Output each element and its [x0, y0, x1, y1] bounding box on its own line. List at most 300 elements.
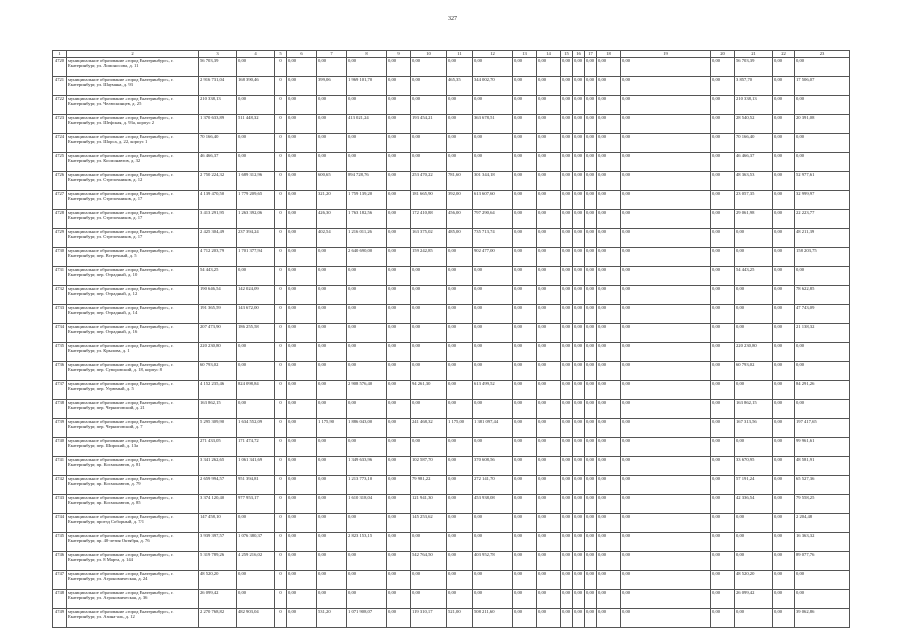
address-cell: муниципальное образование «город Екатеринбург», г. Екатеринбург, ул. Шорса, д. 22, корпус 1 — [67, 134, 199, 153]
value-cell: 65 527,36 — [795, 476, 850, 495]
value-cell: 29 061,98 — [735, 210, 773, 229]
value-cell: 0,00 — [537, 210, 561, 229]
value-cell: 453 938,08 — [473, 495, 513, 514]
value-cell: 0,00 — [513, 58, 537, 77]
row-number: 4727 — [53, 191, 67, 210]
value-cell: 0,00 — [387, 495, 411, 514]
value-cell: 0,00 — [347, 362, 387, 381]
value-cell: 0,00 — [447, 438, 473, 457]
value-cell: 0,00 — [287, 77, 317, 96]
value-cell: 0,00 — [287, 153, 317, 172]
value-cell: 0,00 — [287, 115, 317, 134]
address-cell: муниципальное образование «город Екатеринбург», г. Екатеринбург, ул. 8 Марта, д. 144 — [67, 552, 199, 571]
table-row — [53, 381, 850, 400]
value-cell: 0,00 — [387, 153, 411, 172]
value-cell: 0,00 — [573, 400, 585, 419]
value-cell: 0,00 — [795, 153, 850, 172]
value-cell: 42 336,54 — [735, 495, 773, 514]
value-cell: 0,00 — [317, 115, 347, 134]
value-cell: 0,00 — [573, 191, 585, 210]
value-cell: 0,00 — [585, 324, 597, 343]
value-cell: 781,60 — [447, 172, 473, 191]
value-cell: 0,00 — [561, 153, 573, 172]
value-cell: 0,00 — [287, 590, 317, 609]
value-cell: 0,00 — [237, 267, 275, 286]
value-cell: 0,00 — [347, 153, 387, 172]
value-cell: 1 175,90 — [317, 419, 347, 438]
value-cell: 33 670,95 — [735, 457, 773, 476]
value-cell: 0,00 — [387, 305, 411, 324]
value-cell: 0,00 — [537, 172, 561, 191]
value-cell: 0,00 — [711, 210, 735, 229]
value-cell: 0,00 — [597, 96, 621, 115]
value-cell: 0,00 — [237, 96, 275, 115]
row-number: 4749 — [53, 609, 67, 628]
row-number: 4737 — [53, 381, 67, 400]
value-cell: 0,00 — [447, 324, 473, 343]
value-cell: 0,00 — [573, 419, 585, 438]
value-cell: 482 903,04 — [237, 609, 275, 628]
value-cell: 0,00 — [773, 476, 795, 495]
value-cell: 0,00 — [585, 590, 597, 609]
value-cell: 0,00 — [411, 96, 447, 115]
value-cell: 0,00 — [711, 172, 735, 191]
address-cell: муниципальное образование «город Екатеринбург», г. Екатеринбург, ул. Шаумяна, д. 93 — [67, 77, 199, 96]
value-cell: 0,00 — [585, 191, 597, 210]
value-cell: 0,00 — [711, 115, 735, 134]
value-cell: 0,00 — [537, 590, 561, 609]
value-cell: 0 — [275, 552, 287, 571]
value-cell: 0,00 — [513, 191, 537, 210]
row-number: 4723 — [53, 115, 67, 134]
value-cell: 0,00 — [773, 77, 795, 96]
value-cell: 1 076 380,37 — [237, 533, 275, 552]
column-number: 2 — [67, 51, 199, 58]
value-cell: 70 166,40 — [735, 134, 773, 153]
value-cell: 0,00 — [347, 96, 387, 115]
value-cell: 0,00 — [317, 248, 347, 267]
value-cell: 0,00 — [711, 267, 735, 286]
value-cell: 79 981,22 — [411, 476, 447, 495]
value-cell: 0 — [275, 134, 287, 153]
column-number: 15 — [561, 51, 573, 58]
value-cell: 1 763 182,56 — [347, 210, 387, 229]
value-cell: 48 363,53 — [735, 172, 773, 191]
value-cell: 0,00 — [447, 533, 473, 552]
value-cell: 0,00 — [347, 286, 387, 305]
value-cell: 0,00 — [573, 571, 585, 590]
table-row — [53, 362, 850, 381]
value-cell: 0,00 — [387, 115, 411, 134]
value-cell: 0,00 — [561, 96, 573, 115]
value-cell: 0,00 — [735, 248, 773, 267]
column-number: 6 — [287, 51, 317, 58]
row-number: 4722 — [53, 96, 67, 115]
value-cell: 0,00 — [447, 590, 473, 609]
value-cell: 0,00 — [447, 267, 473, 286]
value-cell: 0,00 — [447, 362, 473, 381]
value-cell: 0,00 — [513, 609, 537, 628]
value-cell: 0,00 — [597, 210, 621, 229]
value-cell: 0,00 — [347, 134, 387, 153]
value-cell: 0,00 — [597, 134, 621, 153]
value-cell: 0,00 — [387, 400, 411, 419]
value-cell: 163 862,15 — [199, 400, 237, 419]
row-number: 4725 — [53, 153, 67, 172]
value-cell: 186 255,58 — [237, 324, 275, 343]
value-cell: 0,00 — [287, 286, 317, 305]
value-cell: 0,00 — [411, 438, 447, 457]
value-cell: 60 793,02 — [199, 362, 237, 381]
value-cell: 1 216 011,26 — [347, 229, 387, 248]
value-cell: 158 203,75 — [795, 248, 850, 267]
value-cell: 531,20 — [317, 609, 347, 628]
value-cell: 0,00 — [473, 324, 513, 343]
value-cell: 0,00 — [773, 533, 795, 552]
value-cell: 0,00 — [473, 58, 513, 77]
value-cell: 56 703,39 — [735, 58, 773, 77]
value-cell: 0,00 — [473, 134, 513, 153]
value-cell: 2 270 768,82 — [199, 609, 237, 628]
value-cell: 0,00 — [411, 362, 447, 381]
value-cell: 0,00 — [621, 229, 711, 248]
value-cell: 0 — [275, 533, 287, 552]
value-cell: 0,00 — [711, 77, 735, 96]
value-cell: 0,00 — [347, 305, 387, 324]
value-cell: 0,00 — [735, 229, 773, 248]
value-cell: 0,00 — [387, 229, 411, 248]
value-cell: 0,00 — [573, 134, 585, 153]
column-number: 17 — [585, 51, 597, 58]
value-cell: 0,00 — [411, 533, 447, 552]
value-cell: 47 743,09 — [795, 305, 850, 324]
value-cell: 0,00 — [621, 362, 711, 381]
value-cell: 0,00 — [597, 571, 621, 590]
value-cell: 0,00 — [561, 590, 573, 609]
value-cell: 0,00 — [473, 438, 513, 457]
value-cell: 0,00 — [387, 248, 411, 267]
value-cell: 1 061 341,69 — [237, 457, 275, 476]
value-cell: 0,00 — [561, 229, 573, 248]
value-cell: 0,00 — [347, 552, 387, 571]
address-cell: муниципальное образование «город Екатеринбург», г. Екатеринбург, ул. Стрелочников, д. 17 — [67, 191, 199, 210]
table-row — [53, 248, 850, 267]
value-cell: 70 166,40 — [199, 134, 237, 153]
address-cell: муниципальное образование «город Екатеринбург», г. Екатеринбург, пер. Суворовский, д. 18, корпус 8 — [67, 362, 199, 381]
address-cell: муниципальное образование «город Екатеринбург», г. Екатеринбург, пр. 40-летия Октября, д. 76 — [67, 533, 199, 552]
value-cell: 0,00 — [585, 514, 597, 533]
value-cell: 511 448,32 — [237, 115, 275, 134]
value-cell: 0,00 — [597, 381, 621, 400]
value-cell: 0,00 — [473, 514, 513, 533]
value-cell: 0,00 — [621, 609, 711, 628]
value-cell: 0,00 — [537, 362, 561, 381]
value-cell: 1 969 101,70 — [347, 77, 387, 96]
value-cell: 21 138,32 — [795, 324, 850, 343]
value-cell: 0,00 — [317, 476, 347, 495]
value-cell: 4 152 235,46 — [199, 381, 237, 400]
value-cell: 0,00 — [573, 96, 585, 115]
value-cell: 402,54 — [317, 229, 347, 248]
value-cell: 102 587,70 — [411, 457, 447, 476]
value-cell: 3 857,70 — [735, 77, 773, 96]
column-number: 9 — [387, 51, 411, 58]
value-cell: 0,00 — [513, 419, 537, 438]
value-cell: 0,00 — [447, 571, 473, 590]
value-cell: 210 338,13 — [199, 96, 237, 115]
value-cell: 0,00 — [795, 362, 850, 381]
column-number: 4 — [237, 51, 275, 58]
value-cell: 0,00 — [537, 58, 561, 77]
row-number: 4731 — [53, 267, 67, 286]
value-cell: 0,00 — [287, 552, 317, 571]
address-cell: муниципальное образование «город Екатеринбург», г. Екатеринбург, пер. Черниговский, д. 21 — [67, 400, 199, 419]
value-cell: 0,00 — [411, 153, 447, 172]
value-cell: 321,20 — [317, 191, 347, 210]
address-cell: муниципальное образование «город Екатеринбург», г. Екатеринбург, ул. Космонавтов, д. 32 — [67, 153, 199, 172]
value-cell: 951 394,81 — [237, 476, 275, 495]
table-row — [53, 495, 850, 514]
value-cell: 0 — [275, 115, 287, 134]
value-cell: 0,00 — [561, 609, 573, 628]
row-number: 4728 — [53, 210, 67, 229]
value-cell: 0,00 — [387, 210, 411, 229]
value-cell: 0,00 — [711, 229, 735, 248]
value-cell: 0,00 — [447, 134, 473, 153]
value-cell: 0,00 — [513, 153, 537, 172]
value-cell: 0,00 — [585, 305, 597, 324]
value-cell: 0,00 — [387, 419, 411, 438]
value-cell: 0,00 — [317, 552, 347, 571]
column-number: 20 — [711, 51, 735, 58]
value-cell: 0,00 — [317, 514, 347, 533]
value-cell: 0,00 — [513, 115, 537, 134]
value-cell: 48 520,20 — [735, 571, 773, 590]
value-cell: 0,00 — [387, 96, 411, 115]
value-cell: 0,00 — [621, 248, 711, 267]
value-cell: 0,00 — [561, 77, 573, 96]
value-cell: 0,00 — [735, 305, 773, 324]
value-cell: 0,00 — [513, 590, 537, 609]
value-cell: 0,00 — [573, 305, 585, 324]
value-cell: 0,00 — [537, 533, 561, 552]
value-cell: 0,00 — [585, 571, 597, 590]
value-cell: 0,00 — [711, 609, 735, 628]
value-cell: 0,00 — [573, 286, 585, 305]
value-cell: 0,00 — [537, 286, 561, 305]
column-number: 18 — [597, 51, 621, 58]
value-cell: 0,00 — [513, 495, 537, 514]
value-cell: 797 290,64 — [473, 210, 513, 229]
value-cell: 0,00 — [387, 343, 411, 362]
value-cell: 0,00 — [447, 286, 473, 305]
value-cell: 0,00 — [621, 58, 711, 77]
value-cell: 1 263 392,06 — [237, 210, 275, 229]
value-cell: 0,00 — [561, 552, 573, 571]
value-cell: 0,00 — [621, 153, 711, 172]
value-cell: 78 622,85 — [795, 286, 850, 305]
value-cell: 0,00 — [573, 229, 585, 248]
value-cell: 0,00 — [711, 134, 735, 153]
value-cell: 0,00 — [473, 400, 513, 419]
row-number: 4745 — [53, 533, 67, 552]
value-cell: 0,00 — [597, 362, 621, 381]
value-cell: 0,00 — [387, 362, 411, 381]
value-cell: 193 454,21 — [411, 115, 447, 134]
value-cell: 456,00 — [447, 210, 473, 229]
table-row — [53, 267, 850, 286]
value-cell: 0,00 — [773, 343, 795, 362]
value-cell: 89 077,76 — [795, 552, 850, 571]
address-cell: муниципальное образование «город Екатеринбург», г. Екатеринбург, пер. Черниговский, д. 7 — [67, 419, 199, 438]
value-cell: 0,00 — [561, 58, 573, 77]
value-cell: 0,00 — [447, 381, 473, 400]
value-cell: 4 139 470,50 — [199, 191, 237, 210]
value-cell: 0,00 — [411, 77, 447, 96]
value-cell: 0,00 — [287, 476, 317, 495]
value-cell: 0,00 — [621, 134, 711, 153]
address-cell: муниципальное образование «город Екатеринбург», г. Екатеринбург, ул. Челюскинцев, д. 25 — [67, 96, 199, 115]
value-cell: 0,00 — [447, 153, 473, 172]
value-cell: 0,00 — [773, 286, 795, 305]
row-number: 4721 — [53, 77, 67, 96]
address-cell: муниципальное образование «город Екатеринбург», г. Екатеринбург, ул. Стрелочников, д. 17 — [67, 210, 199, 229]
value-cell: 0,00 — [473, 267, 513, 286]
value-cell: 613 499,52 — [473, 381, 513, 400]
value-cell: 197 417,65 — [795, 419, 850, 438]
value-cell: 0,00 — [711, 552, 735, 571]
value-cell: 0,00 — [447, 305, 473, 324]
value-cell: 0,00 — [773, 514, 795, 533]
value-cell: 0,00 — [573, 115, 585, 134]
value-cell: 0,00 — [585, 58, 597, 77]
address-cell: муниципальное образование «город Екатеринбург», г. Екатеринбург, ул. Шефская, д. 93а, корпус 2 — [67, 115, 199, 134]
value-cell: 0,00 — [585, 134, 597, 153]
value-cell: 142 024,09 — [237, 286, 275, 305]
value-cell: 0,00 — [317, 324, 347, 343]
row-number: 4733 — [53, 305, 67, 324]
value-cell: 0,00 — [585, 362, 597, 381]
value-cell: 0,00 — [237, 514, 275, 533]
value-cell: 0,00 — [537, 419, 561, 438]
value-cell: 0,00 — [387, 571, 411, 590]
value-cell: 0,00 — [237, 153, 275, 172]
value-cell: 0,00 — [537, 153, 561, 172]
value-cell: 0,00 — [387, 58, 411, 77]
value-cell: 0,00 — [287, 419, 317, 438]
value-cell: 0,00 — [387, 286, 411, 305]
value-cell: 0,00 — [561, 438, 573, 457]
value-cell: 0,00 — [287, 172, 317, 191]
value-cell: 210 338,13 — [735, 96, 773, 115]
value-cell: 0,00 — [561, 343, 573, 362]
table-row — [53, 400, 850, 419]
value-cell: 0,00 — [621, 476, 711, 495]
value-cell: 3 939 397,57 — [199, 533, 237, 552]
value-cell: 0,00 — [573, 343, 585, 362]
value-cell: 0,00 — [317, 305, 347, 324]
value-cell: 0,00 — [621, 172, 711, 191]
value-cell: 0,00 — [585, 267, 597, 286]
value-cell: 392,00 — [447, 191, 473, 210]
value-cell: 143 672,00 — [237, 305, 275, 324]
value-cell: 0,00 — [411, 571, 447, 590]
table-row — [53, 172, 850, 191]
value-cell: 0,00 — [537, 552, 561, 571]
value-cell: 0,00 — [711, 457, 735, 476]
value-cell: 301 344,18 — [473, 172, 513, 191]
value-cell: 344 002,70 — [473, 77, 513, 96]
value-cell: 0,00 — [597, 400, 621, 419]
value-cell: 0,00 — [585, 457, 597, 476]
value-cell: 0,00 — [411, 343, 447, 362]
value-cell: 0,00 — [537, 381, 561, 400]
value-cell: 48 211,39 — [795, 229, 850, 248]
value-cell: 0,00 — [597, 343, 621, 362]
value-cell: 60 793,02 — [735, 362, 773, 381]
value-cell: 26 099,42 — [735, 590, 773, 609]
value-cell: 0,00 — [513, 248, 537, 267]
value-cell: 4 259 216,02 — [237, 552, 275, 571]
value-cell: 0,00 — [387, 172, 411, 191]
value-cell: 0,00 — [537, 229, 561, 248]
value-cell: 0,00 — [447, 457, 473, 476]
value-cell: 23 057,35 — [735, 191, 773, 210]
address-cell: муниципальное образование «город Екатеринбург», г. Екатеринбург, пр. Космонавтов, д. 79 — [67, 476, 199, 495]
value-cell: 0,00 — [711, 153, 735, 172]
value-cell: 1 370 633,89 — [199, 115, 237, 134]
value-cell: 0,00 — [597, 533, 621, 552]
value-cell: 16 363,32 — [795, 533, 850, 552]
value-cell: 0,00 — [795, 343, 850, 362]
value-cell: 0,00 — [585, 172, 597, 191]
row-number: 4726 — [53, 172, 67, 191]
row-number: 4724 — [53, 134, 67, 153]
value-cell: 0,00 — [287, 400, 317, 419]
value-cell: 0,00 — [411, 58, 447, 77]
value-cell: 2 823 153,15 — [347, 533, 387, 552]
value-cell: 0,00 — [773, 324, 795, 343]
value-cell: 0,00 — [621, 514, 711, 533]
value-cell: 977 953,17 — [237, 495, 275, 514]
value-cell: 0,00 — [561, 381, 573, 400]
value-cell: 0,00 — [537, 191, 561, 210]
value-cell: 0,00 — [387, 609, 411, 628]
value-cell: 0,00 — [795, 58, 850, 77]
table-body — [53, 51, 850, 628]
value-cell: 0,00 — [387, 438, 411, 457]
value-cell: 0,00 — [597, 115, 621, 134]
value-cell: 0,00 — [795, 590, 850, 609]
value-cell: 0,00 — [411, 134, 447, 153]
value-cell: 220 230,80 — [199, 343, 237, 362]
value-cell: 0 — [275, 571, 287, 590]
value-cell: 163 375,02 — [411, 229, 447, 248]
value-cell: 0,00 — [513, 362, 537, 381]
value-cell: 46 466,37 — [735, 153, 773, 172]
value-cell: 26 099,42 — [199, 590, 237, 609]
value-cell: 99 961,61 — [795, 438, 850, 457]
address-cell: муниципальное образование «город Екатеринбург», г. Екатеринбург, пер. Широкий, д. 13а — [67, 438, 199, 457]
table-row — [53, 96, 850, 115]
address-cell: муниципальное образование «город Екатеринбург», г. Екатеринбург, пер. Угрюмый, д. 5 — [67, 381, 199, 400]
value-cell: 0,00 — [513, 533, 537, 552]
address-cell: муниципальное образование «город Екатеринбург», г. Екатеринбург, ул. Агрономическая, д. 24 — [67, 571, 199, 590]
value-cell: 0,00 — [735, 552, 773, 571]
value-cell: 542 764,50 — [411, 552, 447, 571]
value-cell: 0,00 — [561, 191, 573, 210]
value-cell: 0 — [275, 514, 287, 533]
